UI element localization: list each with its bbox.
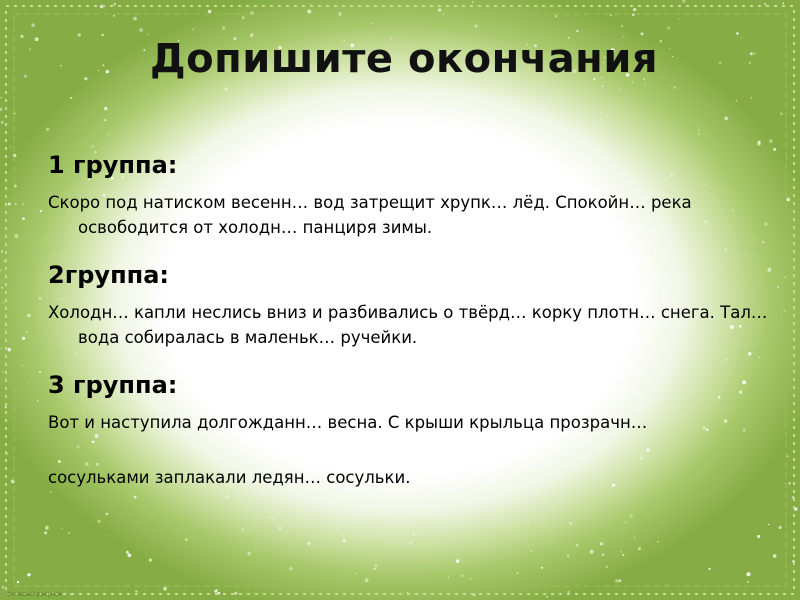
- group-1-heading: 1 группа:: [48, 151, 178, 179]
- group-3-text-line-2: сосульками заплакали ледян… сосульки.: [48, 468, 411, 487]
- background-credit: Фоновый рисунок: [6, 591, 63, 598]
- group-2-heading: 2группа:: [48, 261, 170, 289]
- group-3-heading: 3 группа:: [48, 371, 178, 399]
- group-2-text: Холодн… капли неслись вниз и разбивались о твёрд… корку плотн… снега. Тал… вода собиралась в маленьк… ручейки.: [48, 303, 768, 347]
- slide-title: Допишите окончания: [149, 36, 659, 82]
- group-3-text-line-1: Вот и наступила долгожданн… весна. С крыши крыльца прозрачн…: [48, 413, 648, 432]
- group-1-text: Скоро под натиском весенн… вод затрещит хрупк… лёд. Спокойн… река освободится от холодн… панциря зимы.: [48, 193, 692, 237]
